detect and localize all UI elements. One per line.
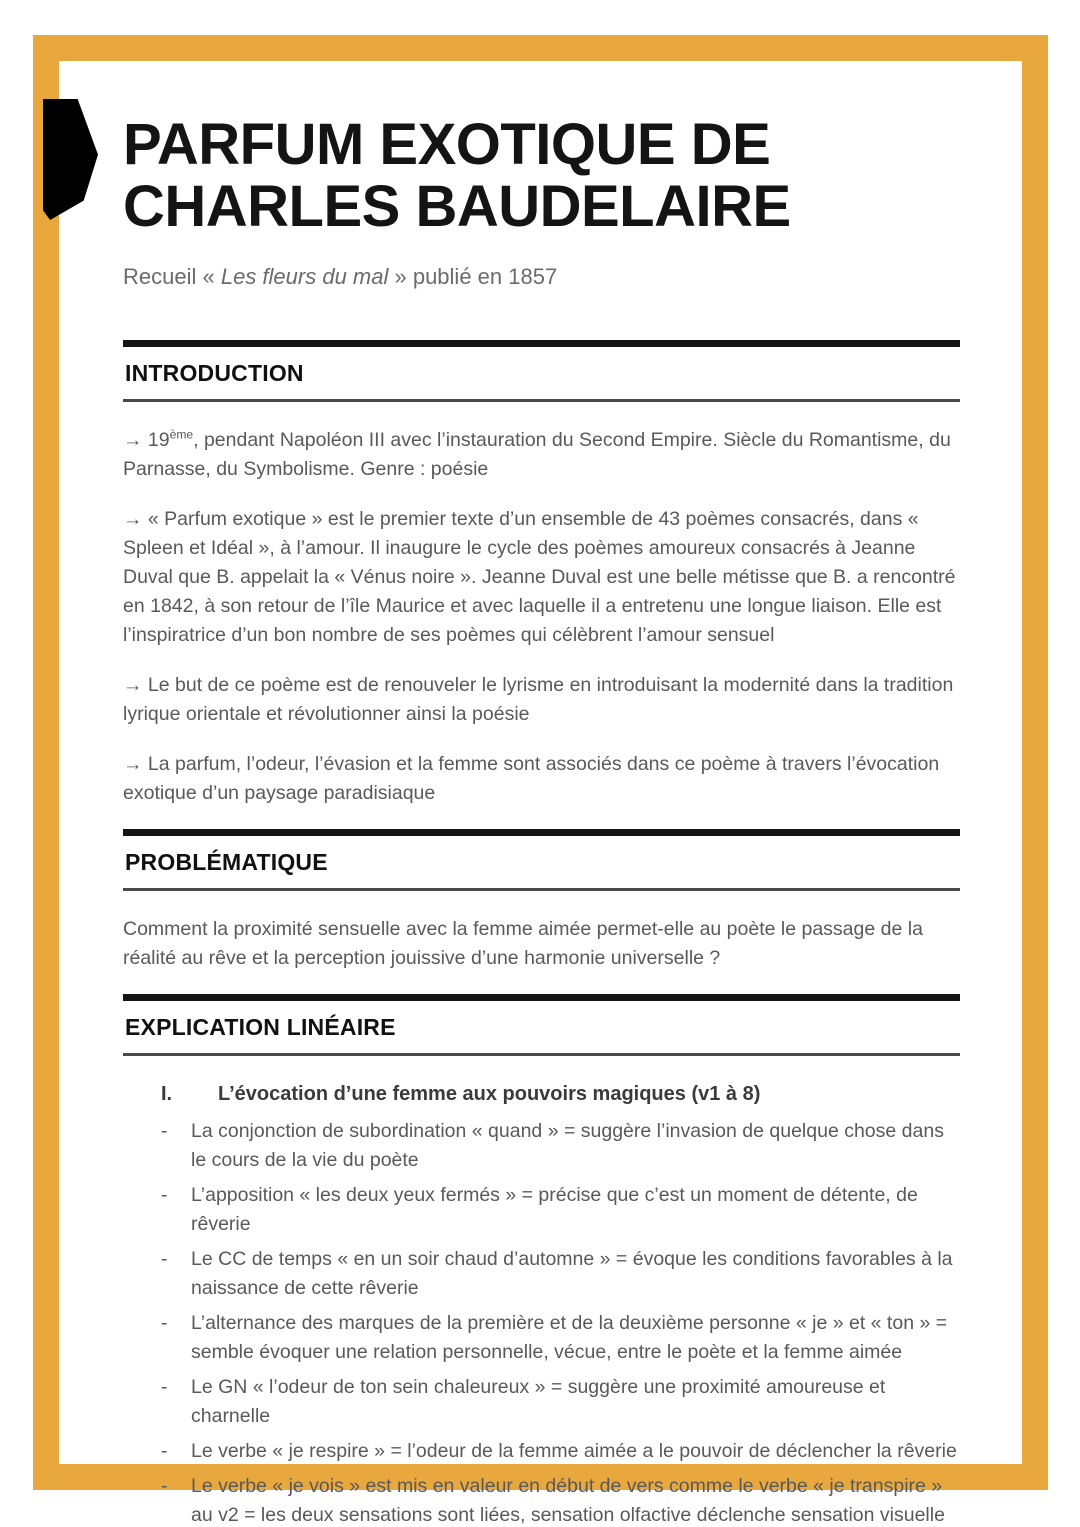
bullet-item [123, 1437, 960, 1466]
bullet-marker: - [161, 1312, 168, 1334]
section-introduction [123, 340, 960, 808]
bullet-marker: - [161, 1475, 168, 1497]
paragraph-text: → 19 [123, 429, 170, 451]
bullet-item [123, 1309, 960, 1367]
bullet-marker: - [161, 1248, 168, 1270]
bullet-text: Le CC de temps « en un soir chaud d’automne » = évoque les conditions favorables à la naissance de cette rêverie [191, 1248, 953, 1299]
page-title [123, 62, 960, 238]
bullet-item [123, 1472, 960, 1527]
bullet-item [123, 1181, 960, 1239]
subtitle-work-title: Les fleurs du mal [220, 264, 389, 289]
section-heading: INTRODUCTION [125, 360, 304, 386]
paragraph-text: , pendant Napoléon III avec l’instauration du Second Empire. Siècle du Romantisme, du Parnasse, du Symbolisme. Genre : poésie [123, 429, 951, 480]
bullet-text: L’alternance des marques de la première et de la deuxième personne « je » et « ton » = semble évoquer une relation personnelle, vécue, entre le poète et la femme aimée [191, 1312, 948, 1363]
page-title-line2: CHARLES BAUDELAIRE [123, 174, 791, 239]
section-heading: PROBLÉMATIQUE [125, 849, 328, 875]
bullet-marker: - [161, 1376, 168, 1398]
paragraph [123, 426, 960, 484]
bullet-marker: - [161, 1120, 168, 1142]
roman-numeral: I. [161, 1083, 173, 1105]
paragraph: → Le but de ce poème est de renouveler le lyrisme en introduisant la modernité dans la tradition lyrique orientale et révolutionner ainsi la poésie [123, 674, 954, 725]
paragraph: → La parfum, l’odeur, l’évasion et la femme sont associés dans ce poème à travers l’évocation exotique d’un paysage paradisiaque [123, 753, 940, 804]
bullet-item [123, 1245, 960, 1303]
problematique-body [123, 891, 960, 973]
section-rule-thick [123, 829, 960, 836]
section-problematique [123, 829, 960, 973]
bullet-text: Le verbe « je respire » = l’odeur de la femme aimée a le pouvoir de déclencher la rêverie [191, 1440, 957, 1462]
page-subtitle [123, 264, 960, 290]
introduction-body [123, 402, 960, 808]
bullet-item [123, 1117, 960, 1175]
page-content [123, 62, 960, 1527]
subtitle-prefix: Recueil « [123, 264, 221, 289]
bullet-text: Le verbe « je vois » est mis en valeur en début de vers comme le verbe « je transpire » au v2 = les deux sensations sont liées, sensation olfactive déclenche sensation visuelle [191, 1475, 945, 1526]
bullet-marker: - [161, 1440, 168, 1462]
bullet-item [123, 1373, 960, 1431]
section-rule-thick [123, 340, 960, 347]
bullet-text: Le GN « l’odeur de ton sein chaleureux » = suggère une proximité amoureuse et charnelle [191, 1376, 886, 1427]
bullet-marker: - [161, 1184, 168, 1206]
section-explication-lineaire [123, 994, 960, 1527]
subtitle-suffix: » publié en 1857 [388, 264, 558, 289]
part-heading [123, 1080, 960, 1108]
bullet-text: La conjonction de subordination « quand » = suggère l’invasion de quelque chose dans le cours de la vie du poète [191, 1120, 944, 1171]
page-title-line1: PARFUM EXOTIQUE DE [123, 112, 771, 177]
explication-body [123, 1056, 960, 1527]
bullet-text: L’apposition « les deux yeux fermés » = précise que c’est un moment de détente, de rêverie [191, 1184, 918, 1235]
section-rule-thick [123, 994, 960, 1001]
part-heading-title: L’évocation d’une femme aux pouvoirs magiques (v1 à 8) [218, 1083, 761, 1105]
ordinal-superscript: ème [169, 427, 194, 442]
paragraph: Comment la proximité sensuelle avec la femme aimée permet-elle au poète le passage de la réalité au rêve et la perception jouissive d’une harmonie universelle ? [123, 918, 923, 969]
section-heading: EXPLICATION LINÉAIRE [125, 1014, 396, 1040]
paragraph: → « Parfum exotique » est le premier texte d’un ensemble de 43 poèmes consacrés, dans « Spleen et Idéal », à l’amour. Il inaugure le cycle des poèmes amoureux consacrés à Jeanne Duval que B. appelait la « Vénus noire ». Jeanne Duval est une belle métisse que B. a rencontré en 1842, à son retour de l’île Maurice et avec laquelle il a entretenu une longue liaison. Elle est l’inspiratrice d’un bon nombre de ses poèmes qui célèbrent l’amour sensuel [123, 508, 956, 646]
